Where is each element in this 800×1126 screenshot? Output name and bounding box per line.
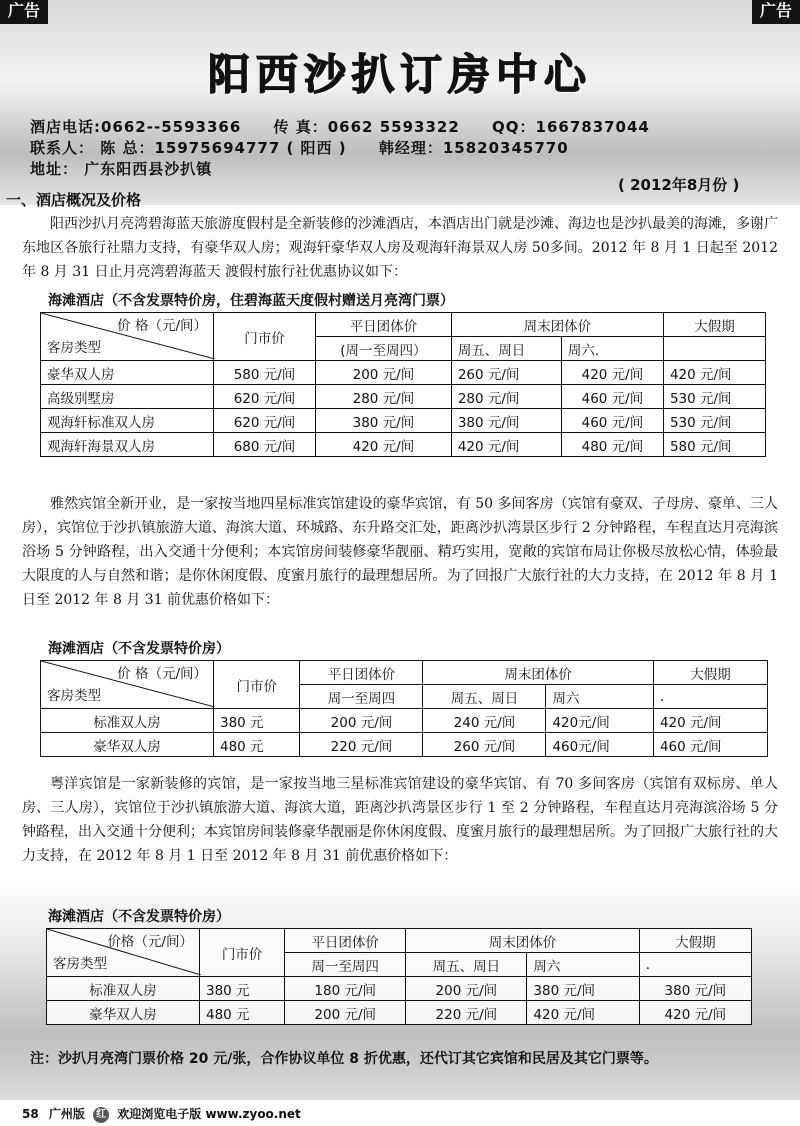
fri-sun-price: 260 元/间	[423, 733, 546, 757]
sat-price: 420元/间	[546, 709, 653, 733]
room-type-label: 客房类型	[47, 687, 101, 704]
room-type: 高级别墅房	[41, 385, 214, 409]
holiday-price: 530 元/间	[663, 385, 765, 409]
door-price: 480 元	[214, 733, 300, 757]
room-type: 标准双人房	[47, 977, 200, 1001]
table-row	[41, 385, 766, 409]
price-unit-label: 价格（元/间）	[107, 933, 193, 950]
website-text: 欢迎浏览电子版 www.zyoo.net	[117, 1107, 301, 1121]
sat-price: 420 元/间	[561, 361, 663, 385]
contact-line-1	[30, 116, 676, 137]
paragraph-3: 粤洋宾馆是一家新装修的宾馆，是一家按当地三星标准宾馆建设的豪华宾馆、有 70 多间客房（宾馆有双标房、单人房、三人房），宾馆位于沙扒镇旅游大道、海滨大道，距离沙扒湾景区步行 1 至 2 分钟路程，车程直达月亮海滨浴场 5 分钟路程，出入交通十分便利；本宾馆房间装修豪华靓丽是你休闲度假、度蜜月旅行的最理想居所。为了回报广大旅行社的大力支持，在 2012 年 8 月 1 日至 2012 年 8 月 31 前优惠价格如下：	[22, 776, 778, 864]
fri-sun-header: 周五、周日	[406, 953, 527, 977]
contact-chen: 联系人： 陈 总：15975694777 ( 阳西 )	[30, 139, 347, 157]
sat-price: 460 元/间	[561, 385, 663, 409]
page-title: 阳西沙扒订房中心	[207, 50, 592, 99]
sat-price: 480 元/间	[561, 433, 663, 457]
hotel-phone: 酒店电话:0662--5593366	[30, 118, 242, 136]
weekday-header: 平日团体价	[300, 661, 423, 685]
weekday-price: 380 元/间	[316, 409, 452, 433]
weekday-header: 平日团体价	[316, 313, 452, 337]
fri-sun-price: 380 元/间	[451, 409, 561, 433]
holiday-header: 大假期	[663, 313, 765, 337]
room-type: 豪华双人房	[47, 1001, 200, 1025]
table-1-title: 海滩酒店（不含发票特价房，住碧海蓝天度假村赠送月亮湾门票）	[48, 293, 454, 309]
sat-price: 380 元/间	[527, 977, 639, 1001]
fri-sun-price: 260 元/间	[451, 361, 561, 385]
fri-sun-header: 周五、周日	[423, 685, 546, 709]
sat-header: 周六	[527, 953, 639, 977]
room-type: 豪华双人房	[41, 361, 214, 385]
sat-price: 420 元/间	[527, 1001, 639, 1025]
table-row	[41, 733, 768, 757]
room-type-label: 客房类型	[47, 339, 101, 356]
footnote: 注：沙扒月亮湾门票价格 20 元/张，合作协议单位 8 折优惠，还代订其它宾馆和民居及其它门票等。	[30, 1051, 658, 1067]
edition-date: ( 2012年8月份 )	[618, 176, 740, 194]
door-price: 680 元/间	[214, 433, 316, 457]
diagonal-line	[41, 661, 215, 707]
weekday-subheader: (周一至周四）	[316, 337, 452, 361]
weekday-price: 200 元/间	[316, 361, 452, 385]
sat-header: 周六	[546, 685, 653, 709]
header-diagonal-cell	[47, 929, 200, 977]
room-type-label: 客房类型	[53, 955, 107, 972]
weekday-price: 200 元/间	[300, 709, 423, 733]
weekday-price: 180 元/间	[285, 977, 406, 1001]
door-price: 480 元	[200, 1001, 285, 1025]
fri-sun-header: 周五、周日	[451, 337, 561, 361]
holiday-subheader: .	[639, 953, 751, 977]
holiday-price: 420 元/间	[639, 1001, 751, 1025]
weekday-price: 420 元/间	[316, 433, 452, 457]
diagonal-line	[47, 929, 201, 975]
fri-sun-price: 280 元/间	[451, 385, 561, 409]
sat-price: 460元/间	[546, 733, 653, 757]
page-number: 58	[22, 1107, 39, 1121]
door-price: 380 元	[200, 977, 285, 1001]
door-price-header: 门市价	[214, 313, 316, 361]
door-price: 620 元/间	[214, 409, 316, 433]
weekend-header: 周末团体价	[406, 929, 639, 953]
door-price-header: 门市价	[200, 929, 285, 977]
holiday-subheader	[663, 337, 765, 361]
qq: QQ：1667837044	[492, 118, 650, 136]
contact-line-2	[30, 137, 595, 158]
holiday-price: 460 元/间	[653, 733, 767, 757]
address: 地址： 广东阳西县沙扒镇	[30, 160, 213, 178]
table-2-title: 海滩酒店（不含发票特价房）	[48, 641, 230, 657]
room-type: 豪华双人房	[41, 733, 214, 757]
price-table-1	[40, 312, 766, 457]
header-diagonal-cell	[41, 661, 214, 709]
weekend-header: 周末团体价	[451, 313, 663, 337]
header-diagonal-cell	[41, 313, 214, 361]
holiday-price: 380 元/间	[639, 977, 751, 1001]
ad-label-right: 广告	[752, 0, 800, 24]
table-3-title: 海滩酒店（不含发票特价房）	[48, 909, 230, 925]
price-unit-label: 价 格（元/间）	[117, 665, 207, 682]
room-type: 标准双人房	[41, 709, 214, 733]
table-row	[41, 709, 768, 733]
holiday-header: 大假期	[639, 929, 751, 953]
fri-sun-price: 420 元/间	[451, 433, 561, 457]
magazine-logo-icon: 红	[93, 1107, 109, 1123]
table-row	[47, 1001, 752, 1025]
holiday-subheader: .	[653, 685, 767, 709]
fri-sun-price: 200 元/间	[406, 977, 527, 1001]
table-row	[41, 361, 766, 385]
weekday-price: 200 元/间	[285, 1001, 406, 1025]
table-row	[41, 409, 766, 433]
fri-sun-price: 220 元/间	[406, 1001, 527, 1025]
paragraph-1: 阳西沙扒月亮湾碧海蓝天旅游度假村是全新装修的沙滩酒店，本酒店出门就是沙滩、海边也是沙扒最美的海滩，多谢广东地区各旅行社鼎力支持，有豪华双人房；观海轩豪华双人房及观海轩海景双人房 50多间。2012 年 8 月 1 日起至 2012 年 8 月 31 日止月亮湾碧海蓝天 渡假村旅行社优惠协议如下：	[22, 216, 778, 280]
door-price: 620 元/间	[214, 385, 316, 409]
price-unit-label: 价 格（元/间）	[117, 317, 207, 334]
room-type: 观海轩海景双人房	[41, 433, 214, 457]
holiday-price: 530 元/间	[663, 409, 765, 433]
page-footer	[22, 1105, 301, 1123]
price-table-3	[46, 928, 752, 1025]
holiday-price: 420 元/间	[663, 361, 765, 385]
holiday-price: 580 元/间	[663, 433, 765, 457]
weekend-header: 周末团体价	[423, 661, 653, 685]
contact-han: 韩经理：15820345770	[378, 139, 569, 157]
holiday-header: 大假期	[653, 661, 767, 685]
sat-header: 周六.	[561, 337, 663, 361]
table-row	[47, 977, 752, 1001]
section-title: 一、酒店概况及价格	[6, 191, 142, 209]
edition-name: 广州版	[48, 1107, 85, 1121]
weekday-subheader: 周一至周四	[300, 685, 423, 709]
door-price: 380 元	[214, 709, 300, 733]
diagonal-line	[41, 313, 215, 359]
door-price: 580 元/间	[214, 361, 316, 385]
holiday-price: 420 元/间	[653, 709, 767, 733]
price-table-2	[40, 660, 768, 757]
sat-price: 460 元/间	[561, 409, 663, 433]
weekday-subheader: 周一至周四	[285, 953, 406, 977]
ad-label-left: 广告	[0, 0, 48, 24]
room-type: 观海轩标准双人房	[41, 409, 214, 433]
table-row	[41, 433, 766, 457]
weekday-header: 平日团体价	[285, 929, 406, 953]
door-price-header: 门市价	[214, 661, 300, 709]
fri-sun-price: 240 元/间	[423, 709, 546, 733]
weekday-price: 220 元/间	[300, 733, 423, 757]
fax: 传 真：0662 5593322	[273, 118, 460, 136]
weekday-price: 280 元/间	[316, 385, 452, 409]
paragraph-2: 雅然宾馆全新开业，是一家按当地四星标准宾馆建设的豪华宾馆，有 50 多间客房（宾馆有豪双、子母房、豪单、三人房），宾馆位于沙扒镇旅游大道、海滨大道、环城路、东升路交汇处，距离沙扒湾景区步行 2 分钟路程，车程直达月亮海滨浴场 5 分钟路程，出入交通十分便利；本宾馆房间装修豪华靓丽、精巧实用，宽敞的宾馆布局让你极尽放松心情，体验最大限度的人与自然和谐；是你休闲度假、度蜜月旅行的最理想居所。为了回报广大旅行社的大力支持，在 2012 年 8 月 1 日至 2012 年 8 月 31 前优惠价格如下：	[22, 496, 778, 608]
